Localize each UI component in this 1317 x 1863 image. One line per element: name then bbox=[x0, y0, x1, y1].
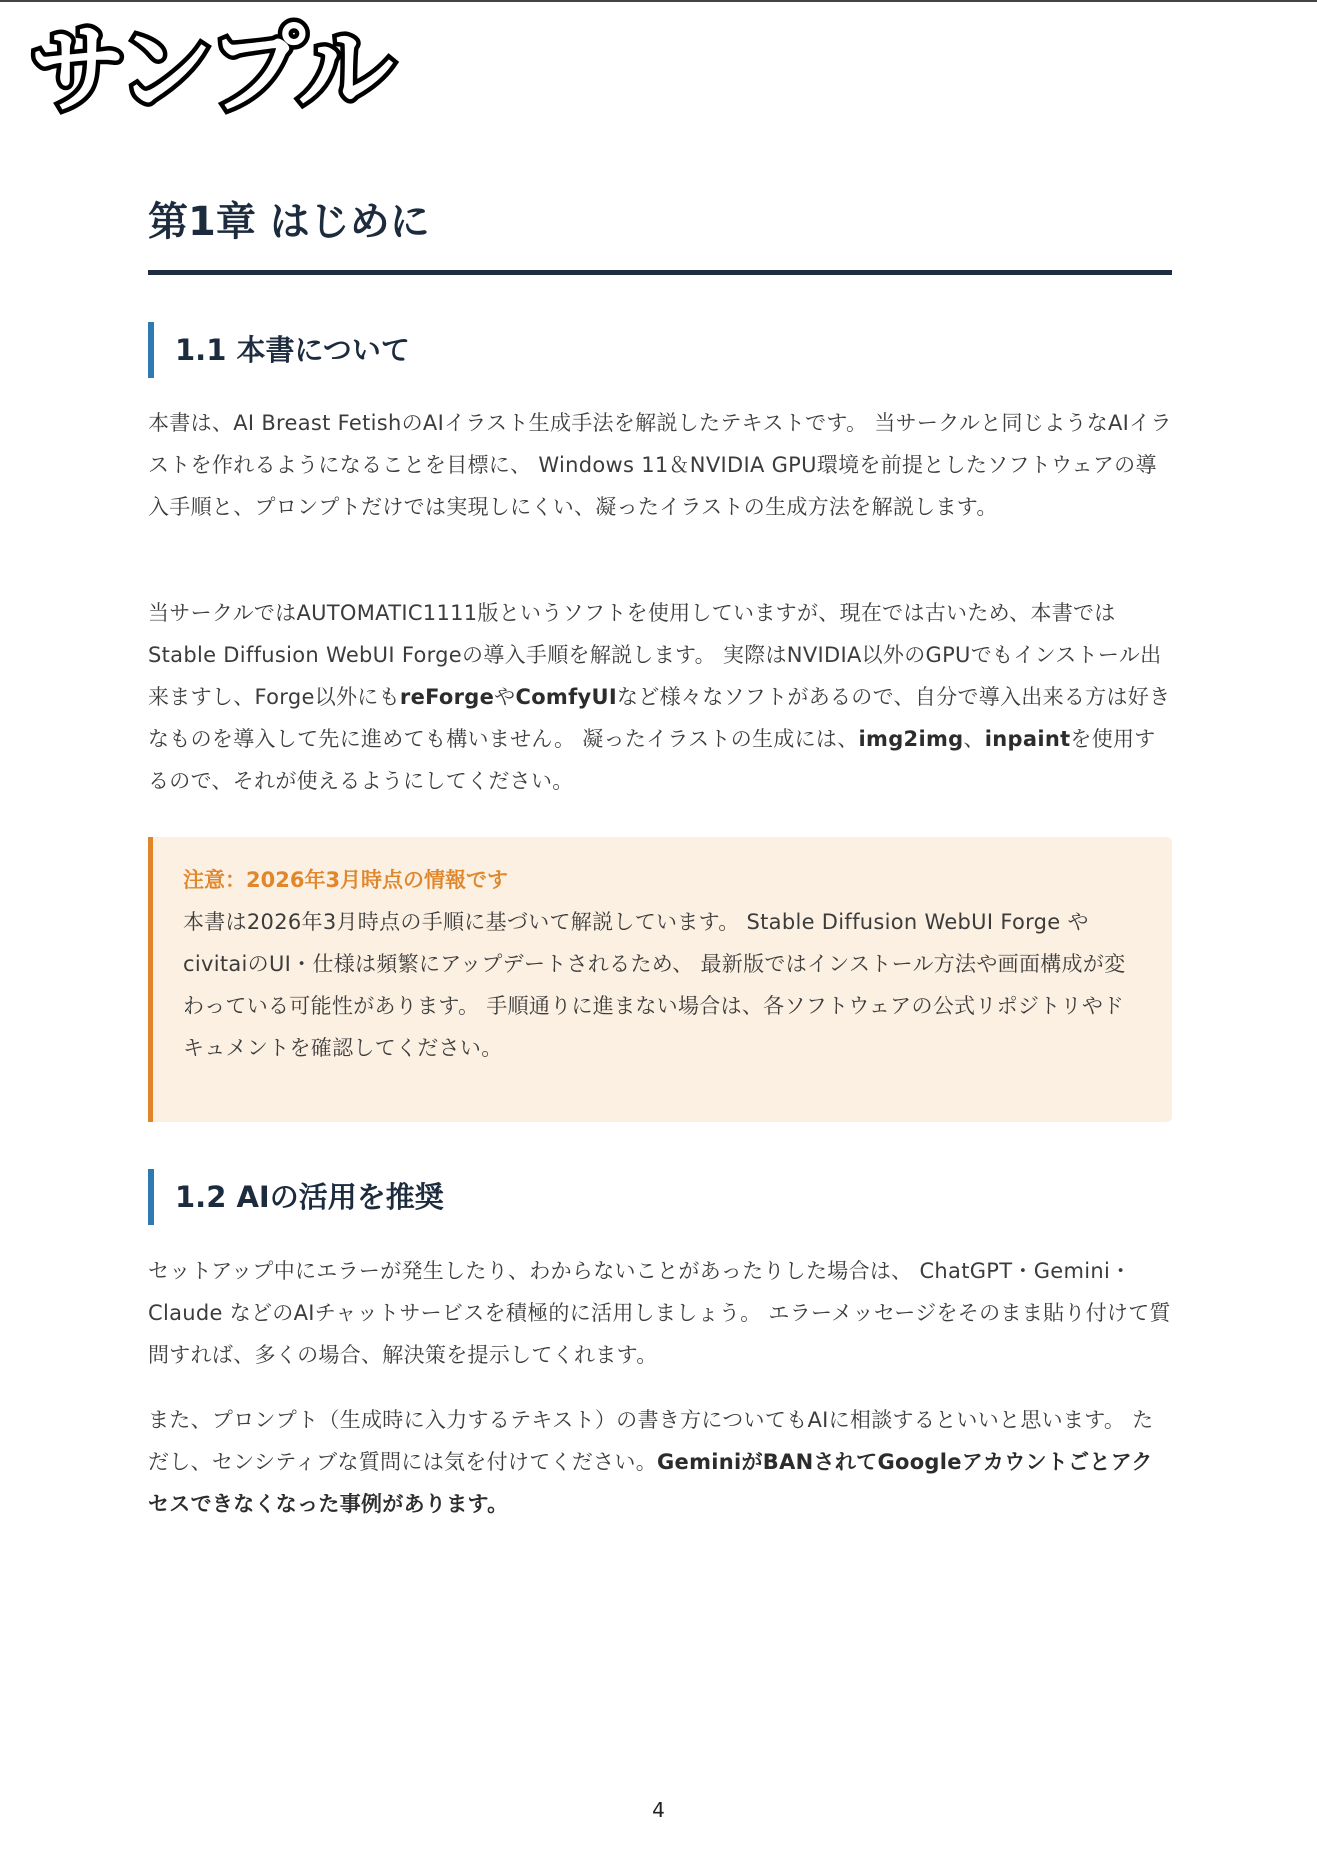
bold-term-img2img: img2img bbox=[858, 727, 964, 751]
text-segment: 本書は、AI Breast FetishのAIイラスト生成手法を解説したテキストです。 当サークルと同じようなAIイラストを作れるようになることを目標に、 Windows 11＆NVIDIA GPU環境を前提としたソフトウェアの導入手順と、プロンプトだけでは実現しにくい、凝ったイラストの生成方法を解説します。 bbox=[148, 411, 1172, 519]
chapter-divider bbox=[148, 270, 1172, 275]
callout-body: 本書は2026年3月時点の手順に基づいて解説しています。 Stable Diffusion WebUI Forge やcivitaiのUI・仕様は頻繁にアップデートされるため、 最新版ではインストール方法や画面構成が変わっている可能性があります。 手順通りに進まない場合は、各ソフトウェアの公式リポジトリやドキュメントを確認してください。 bbox=[183, 910, 1126, 1060]
text-segment: セットアップ中にエラーが発生したり、わからないことがあったりした場合は、 ChatGPT・Gemini・Claude などのAIチャットサービスを積極的に活用しましょう。 エラーメッセージをそのまま貼り付けて質問すれば、多くの場合、解決策を提示してくれます。 bbox=[148, 1259, 1171, 1367]
bold-warning: GeminiがBANされてGoogleアカウントごとアクセスできなくなった事例があります。 bbox=[148, 1450, 1153, 1516]
text-segment: や bbox=[494, 685, 516, 709]
section-title-1-1: 1.1 本書について bbox=[148, 322, 410, 378]
bold-term-inpaint: inpaint bbox=[984, 727, 1071, 751]
text-segment: 当サークルではAUTOMATIC1111版というソフトを使用していますが、現在では古いため、本書ではStable Diffusion WebUI Forgeの導入手順を解説します。 実際はNVIDIA以外のGPUでもインストール出来ますし、Forge以外にも bbox=[148, 601, 1162, 709]
top-border-line bbox=[0, 0, 1317, 2]
paragraph-1-2-a bbox=[148, 1250, 1172, 1376]
text-segment: また、プロンプト（生成時に入力するテキスト）の書き方についてもAIに相談するといいと思います。 ただし、センシティブな質問には気を付けてください。 bbox=[148, 1408, 1154, 1474]
page-number: 4 bbox=[652, 1798, 665, 1822]
callout-title: 注意：2026年3月時点の情報です bbox=[183, 868, 509, 892]
chapter-title: 第1章 はじめに bbox=[148, 199, 430, 245]
paragraph-1-1-a bbox=[148, 402, 1172, 528]
text-segment: 、 bbox=[963, 727, 985, 751]
section-title-1-2: 1.2 AIの活用を推奨 bbox=[148, 1169, 444, 1225]
text-segment: など様々なソフトがあるので、自分で導入出来る方は好きなものを導入して先に進めても構いません。 凝ったイラストの生成には、 bbox=[148, 685, 1171, 751]
text-segment: を使用するので、それが使えるようにしてください。 bbox=[148, 727, 1156, 793]
paragraph-1-2-b bbox=[148, 1399, 1172, 1525]
bold-term-comfyui: ComfyUI bbox=[515, 685, 617, 709]
bold-term-reforge: reForge bbox=[399, 685, 495, 709]
notice-callout bbox=[148, 837, 1172, 1122]
sample-watermark: サンプル bbox=[30, 14, 390, 126]
paragraph-1-1-b bbox=[148, 592, 1172, 802]
